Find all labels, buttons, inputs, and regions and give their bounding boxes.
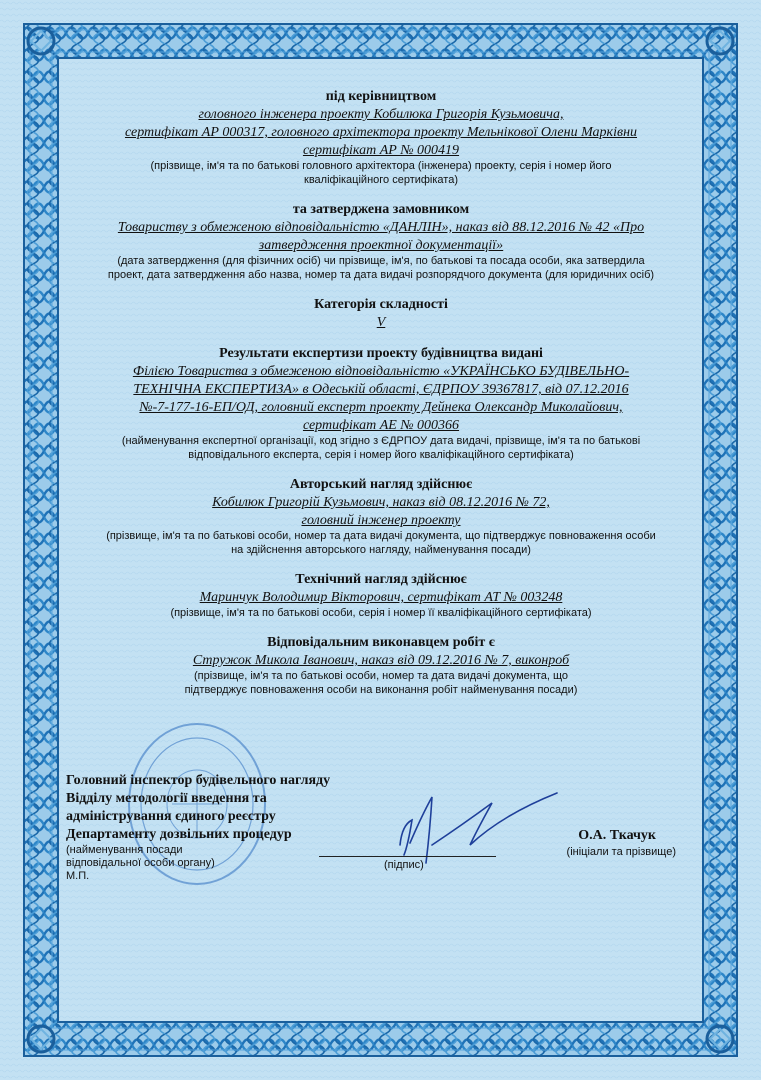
position-hint: (найменування посади [66, 844, 183, 856]
section-value: Товариству з обмеженою відповідальністю «ДАНЛІН», наказ від 88.12.2016 № 42 «Про [117, 220, 645, 235]
signatory-name: О.А. Ткачук [578, 828, 656, 843]
signatory-name-caption: (ініціали та прізвище) [566, 846, 676, 858]
section-value: сертифікат АР 000317, головного архітектора проекту Мельнікової Олени Марківни [124, 125, 638, 140]
section-value: сертифікат АР № 000419 [302, 143, 460, 158]
section-value: Філією Товариства з обмеженою відповідальністю «УКРАЇНСЬКО БУДІВЕЛЬНО- [132, 364, 630, 379]
signatory-position [66, 772, 396, 882]
section-value: сертифікат АЕ № 000366 [302, 418, 460, 433]
section-value: затвердження проектної документації» [258, 238, 504, 253]
stamp-place-label: М.П. [66, 870, 90, 882]
section-hint: (прізвище, ім'я та по батькові особи, номер та дата видачі документа, що підтверджує повноваження особи [106, 530, 656, 542]
section-heading: під керівництвом [325, 89, 437, 104]
section-7 [66, 634, 696, 697]
section-hint: проект, дата затвердження або назва, номер та дата видачі розпорядчого документа (для юридичних осіб) [107, 269, 655, 281]
section-hint: (дата затвердження (для фізичних осіб) чи прізвище, ім'я, по батькові та посада особи, яка затвердила [117, 255, 645, 267]
section-hint: (найменування експертної організації, код згідно з ЄДРПОУ дата видачі, прізвище, ім'я та по батькові [121, 435, 641, 447]
section-3 [66, 296, 696, 331]
position-line: адміністрування єдиного реєстру [66, 809, 276, 824]
section-value: Стружок Микола Іванович, наказ від 09.12.2016 № 7, виконроб [192, 653, 570, 668]
section-5 [66, 476, 696, 557]
section-heading: Авторський нагляд здійснює [289, 477, 473, 492]
section-heading: та затверджена замовником [292, 202, 470, 217]
section-hint: підтверджує повноваження особи на виконання робіт найменування посади) [184, 684, 578, 696]
section-4 [66, 345, 696, 462]
position-line: Головний інспектор будівельного нагляду [66, 773, 331, 788]
section-hint: відповідального експерта, серія і номер його кваліфікаційного сертифіката) [188, 449, 574, 461]
section-value: Маринчук Володимир Вікторович, сертифікат АТ № 003248 [199, 590, 563, 605]
section-1 [66, 88, 696, 187]
signatory-block [66, 772, 696, 892]
section-value: ТЕХНІЧНА ЕКСПЕРТИЗА» в Одеській області, ЄДРПОУ 39367817, від 07.12.2016 [133, 382, 629, 397]
signature-line [319, 856, 496, 857]
section-value: №-7-177-16-ЕП/ОД, головний експерт проекту Дейнека Олександр Миколайович, [139, 400, 623, 415]
section-6 [66, 571, 696, 620]
section-2 [66, 201, 696, 282]
section-heading: Відповідальним виконавцем робіт є [267, 635, 495, 650]
position-hint: відповідальної особи органу) [66, 857, 215, 869]
section-value: головний інженер проекту [301, 513, 461, 528]
position-line: Департаменту дозвільних процедур [66, 827, 292, 842]
section-value: V [376, 315, 386, 330]
section-heading: Технічний нагляд здійснює [295, 572, 467, 587]
section-hint: (прізвище, ім'я та по батькові особи, серія і номер її кваліфікаційного сертифіката) [170, 607, 592, 619]
section-hint: на здійснення авторського нагляду, найменування посади) [231, 544, 531, 556]
section-value: Кобилюк Григорій Кузьмович, наказ від 08.12.2016 № 72, [212, 495, 550, 510]
section-value: головного інженера проекту Кобилюка Григорія Кузьмовича, [198, 107, 564, 122]
signature-caption: (підпис) [384, 859, 424, 871]
document-body [66, 88, 696, 711]
section-hint: кваліфікаційного сертифіката) [304, 174, 458, 186]
position-line: Відділу методології введення та [66, 791, 267, 806]
section-hint: (прізвище, ім'я та по батькові особи, номер та дата видачі документа, що [193, 670, 569, 682]
section-heading: Результати експертизи проекту будівництва видані [219, 346, 543, 361]
section-hint: (прізвище, ім'я та по батькові головного архітектора (інженера) проекту, серія і номер його [150, 160, 612, 172]
section-heading: Категорія складності [314, 297, 448, 312]
